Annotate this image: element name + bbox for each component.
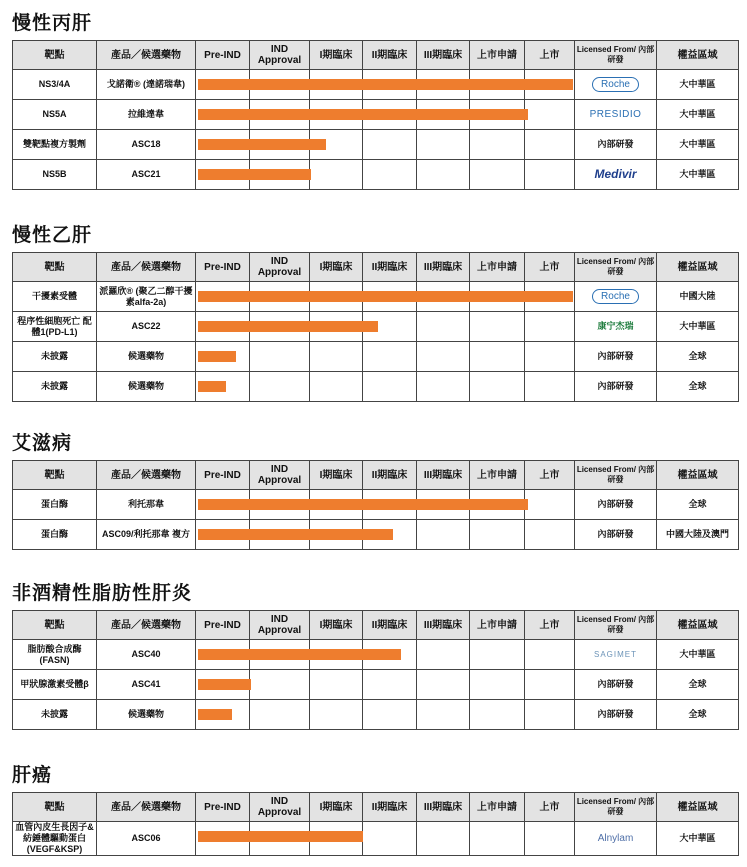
table-row <box>13 640 739 670</box>
licensed-cell <box>575 822 657 856</box>
column-header: II期臨床 <box>363 253 417 282</box>
rights-cell: 全球 <box>657 490 739 520</box>
stage-cell <box>363 822 417 856</box>
stage-cell <box>470 342 525 372</box>
stage-cell <box>363 130 417 160</box>
column-header: I期臨床 <box>310 41 363 70</box>
stage-cell <box>250 372 310 402</box>
target-cell: 甲狀腺激素受體β <box>13 670 97 700</box>
stage-cell <box>525 670 575 700</box>
column-header: III期臨床 <box>417 793 470 822</box>
target-cell: 未披露 <box>13 700 97 730</box>
header-row <box>13 41 739 70</box>
stage-cell <box>310 490 363 520</box>
stage-cell <box>196 100 250 130</box>
stage-cell <box>417 520 470 550</box>
licensed-cell <box>575 312 657 342</box>
stage-cell <box>470 160 525 190</box>
pipeline-table <box>12 792 739 856</box>
stage-cell <box>250 100 310 130</box>
stage-cell <box>417 700 470 730</box>
stage-cell <box>417 160 470 190</box>
column-header: Pre-IND <box>196 41 250 70</box>
rights-cell: 大中華區 <box>657 100 739 130</box>
stage-cell <box>363 70 417 100</box>
licensed-cell: 內部研發 <box>575 700 657 730</box>
stage-cell <box>525 100 575 130</box>
stage-cell <box>363 342 417 372</box>
header-row <box>13 461 739 490</box>
medivir-logo: Medivir <box>594 166 637 181</box>
column-header: 上市 <box>525 611 575 640</box>
stage-cell <box>525 282 575 312</box>
column-header: 靶點 <box>13 611 97 640</box>
column-header: 上市申請 <box>470 793 525 822</box>
progress-bar <box>198 351 236 362</box>
rights-cell: 大中華區 <box>657 130 739 160</box>
table-row <box>13 520 739 550</box>
table-row <box>13 372 739 402</box>
stage-cell <box>196 282 250 312</box>
stage-cell <box>310 312 363 342</box>
target-cell: 血管內皮生長因子& 紡錘體驅動蛋白 (VEGF&KSP) <box>13 822 97 856</box>
column-header: 上市 <box>525 253 575 282</box>
stage-cell <box>470 670 525 700</box>
stage-cell <box>417 670 470 700</box>
stage-cell <box>250 312 310 342</box>
product-cell: ASC22 <box>97 312 196 342</box>
stage-cell <box>525 70 575 100</box>
column-header: 上市申請 <box>470 461 525 490</box>
column-header: 產品／候選藥物 <box>97 253 196 282</box>
column-header: 上市申請 <box>470 611 525 640</box>
stage-cell <box>525 700 575 730</box>
stage-cell <box>525 312 575 342</box>
table-row <box>13 282 739 312</box>
column-header: IND Approval <box>250 611 310 640</box>
stage-cell <box>470 490 525 520</box>
column-header: I期臨床 <box>310 611 363 640</box>
stage-cell <box>250 490 310 520</box>
rights-cell: 大中華區 <box>657 822 739 856</box>
stage-cell <box>470 100 525 130</box>
column-header: 靶點 <box>13 253 97 282</box>
table-row <box>13 70 739 100</box>
table-row <box>13 822 739 856</box>
licensed-cell: 內部研發 <box>575 490 657 520</box>
column-header: I期臨床 <box>310 793 363 822</box>
stage-cell <box>196 700 250 730</box>
licensed-cell <box>575 100 657 130</box>
alphamab-logo: 康宁杰瑞 <box>597 321 634 331</box>
column-header: 產品／候選藥物 <box>97 41 196 70</box>
column-header: 靶點 <box>13 461 97 490</box>
column-header: IND Approval <box>250 41 310 70</box>
rights-cell: 全球 <box>657 372 739 402</box>
section-title: 肝癌 <box>12 764 53 786</box>
stage-cell <box>417 282 470 312</box>
stage-cell <box>196 640 250 670</box>
column-header: II期臨床 <box>363 461 417 490</box>
licensed-cell: 內部研發 <box>575 130 657 160</box>
column-header: II期臨床 <box>363 793 417 822</box>
target-cell: NS5A <box>13 100 97 130</box>
pipeline-table <box>12 610 739 730</box>
stage-cell <box>363 160 417 190</box>
stage-cell <box>310 520 363 550</box>
target-cell: 雙靶點複方製劑 <box>13 130 97 160</box>
stage-cell <box>363 640 417 670</box>
target-cell: 未披露 <box>13 372 97 402</box>
stage-cell <box>310 700 363 730</box>
table-row <box>13 670 739 700</box>
column-header: 權益區域 <box>657 253 739 282</box>
stage-cell <box>525 490 575 520</box>
roche-logo: Roche <box>592 77 639 92</box>
column-header: Pre-IND <box>196 793 250 822</box>
target-cell: 脂肪酸合成酶 (FASN) <box>13 640 97 670</box>
column-header: IND Approval <box>250 793 310 822</box>
product-cell: 派羅欣® (聚乙二醇干擾素alfa-2a) <box>97 282 196 312</box>
stage-cell <box>417 130 470 160</box>
stage-cell <box>250 282 310 312</box>
section-title: 慢性乙肝 <box>12 224 93 246</box>
stage-cell <box>363 312 417 342</box>
stage-cell <box>310 342 363 372</box>
stage-cell <box>525 160 575 190</box>
stage-cell <box>196 670 250 700</box>
stage-cell <box>417 822 470 856</box>
stage-cell <box>250 342 310 372</box>
licensed-cell <box>575 282 657 312</box>
stage-cell <box>196 490 250 520</box>
target-cell: 干擾素受體 <box>13 282 97 312</box>
licensed-cell <box>575 160 657 190</box>
column-header: Pre-IND <box>196 461 250 490</box>
rights-cell: 大中華區 <box>657 312 739 342</box>
progress-bar <box>198 381 226 392</box>
column-header: 上市申請 <box>470 253 525 282</box>
stage-cell <box>470 640 525 670</box>
product-cell: 利托那韋 <box>97 490 196 520</box>
progress-bar <box>198 709 232 720</box>
rights-cell: 全球 <box>657 670 739 700</box>
table-row <box>13 490 739 520</box>
stage-cell <box>417 312 470 342</box>
stage-cell <box>363 520 417 550</box>
stage-cell <box>470 282 525 312</box>
target-cell: 未披露 <box>13 342 97 372</box>
column-header: Licensed From/ 內部研發 <box>575 461 657 490</box>
column-header: 上市 <box>525 41 575 70</box>
roche-logo: Roche <box>592 289 639 304</box>
column-header: 上市申請 <box>470 41 525 70</box>
column-header: III期臨床 <box>417 611 470 640</box>
pipeline-table <box>12 252 739 402</box>
table-row <box>13 100 739 130</box>
sagimet-logo: SAGIMET <box>593 650 637 659</box>
column-header: III期臨床 <box>417 41 470 70</box>
stage-cell <box>363 372 417 402</box>
licensed-cell: 內部研發 <box>575 670 657 700</box>
stage-cell <box>196 520 250 550</box>
column-header: 產品／候選藥物 <box>97 461 196 490</box>
column-header: 上市 <box>525 461 575 490</box>
rights-cell: 全球 <box>657 342 739 372</box>
progress-bar <box>198 679 251 690</box>
stage-cell <box>250 130 310 160</box>
column-header: IND Approval <box>250 461 310 490</box>
stage-cell <box>310 100 363 130</box>
table-row <box>13 130 739 160</box>
stage-cell <box>250 822 310 856</box>
licensed-cell <box>575 640 657 670</box>
table-row <box>13 312 739 342</box>
stage-cell <box>196 822 250 856</box>
licensed-cell: 內部研發 <box>575 372 657 402</box>
column-header: 權益區域 <box>657 41 739 70</box>
section-title: 艾滋病 <box>12 432 73 454</box>
pipeline-table <box>12 40 739 190</box>
section-title: 非酒精性脂肪性肝炎 <box>12 582 193 604</box>
column-header: II期臨床 <box>363 611 417 640</box>
section-title: 慢性丙肝 <box>12 12 93 34</box>
stage-cell <box>417 342 470 372</box>
stage-cell <box>525 342 575 372</box>
stage-cell <box>196 130 250 160</box>
column-header: 權益區域 <box>657 793 739 822</box>
column-header: Licensed From/ 內部研發 <box>575 253 657 282</box>
column-header: III期臨床 <box>417 461 470 490</box>
stage-cell <box>363 282 417 312</box>
table-row <box>13 700 739 730</box>
target-cell: 蛋白酶 <box>13 490 97 520</box>
product-cell: 候選藥物 <box>97 372 196 402</box>
stage-cell <box>525 520 575 550</box>
pipeline-table <box>12 460 739 550</box>
stage-cell <box>310 130 363 160</box>
stage-cell <box>363 700 417 730</box>
rights-cell: 大中華區 <box>657 70 739 100</box>
stage-cell <box>250 160 310 190</box>
stage-cell <box>470 822 525 856</box>
column-header: 權益區域 <box>657 611 739 640</box>
target-cell: NS3/4A <box>13 70 97 100</box>
alnylam-logo: Alnylam <box>597 833 634 844</box>
stage-cell <box>250 640 310 670</box>
product-cell: 候選藥物 <box>97 342 196 372</box>
stage-cell <box>470 520 525 550</box>
product-cell: ASC41 <box>97 670 196 700</box>
rights-cell: 大中華區 <box>657 160 739 190</box>
rights-cell: 大中華區 <box>657 640 739 670</box>
stage-cell <box>417 372 470 402</box>
product-cell: ASC06 <box>97 822 196 856</box>
column-header: 產品／候選藥物 <box>97 793 196 822</box>
stage-cell <box>310 282 363 312</box>
table-row <box>13 160 739 190</box>
column-header: IND Approval <box>250 253 310 282</box>
stage-cell <box>196 160 250 190</box>
stage-cell <box>250 700 310 730</box>
column-header: Licensed From/ 內部研發 <box>575 793 657 822</box>
target-cell: 程序性細胞死亡 配體1(PD-L1) <box>13 312 97 342</box>
product-cell: ASC40 <box>97 640 196 670</box>
column-header: 上市 <box>525 793 575 822</box>
stage-cell <box>470 372 525 402</box>
stage-cell <box>310 822 363 856</box>
licensed-cell: 內部研發 <box>575 342 657 372</box>
stage-cell <box>363 100 417 130</box>
stage-cell <box>525 130 575 160</box>
table-row <box>13 342 739 372</box>
stage-cell <box>363 490 417 520</box>
stage-cell <box>470 70 525 100</box>
product-cell: ASC21 <box>97 160 196 190</box>
rights-cell: 全球 <box>657 700 739 730</box>
stage-cell <box>250 520 310 550</box>
stage-cell <box>196 372 250 402</box>
stage-cell <box>525 372 575 402</box>
rights-cell: 中國大陸及澳門 <box>657 520 739 550</box>
column-header: Licensed From/ 內部研發 <box>575 611 657 640</box>
rights-cell: 中國大陸 <box>657 282 739 312</box>
column-header: 權益區域 <box>657 461 739 490</box>
product-cell: ASC09/利托那韋 複方 <box>97 520 196 550</box>
header-row <box>13 253 739 282</box>
column-header: 靶點 <box>13 793 97 822</box>
stage-cell <box>310 372 363 402</box>
column-header: I期臨床 <box>310 253 363 282</box>
licensed-cell: 內部研發 <box>575 520 657 550</box>
stage-cell <box>417 640 470 670</box>
product-cell: 候選藥物 <box>97 700 196 730</box>
stage-cell <box>525 822 575 856</box>
header-row <box>13 611 739 640</box>
column-header: II期臨床 <box>363 41 417 70</box>
column-header: Pre-IND <box>196 253 250 282</box>
stage-cell <box>310 670 363 700</box>
product-cell: 拉維達韋 <box>97 100 196 130</box>
column-header: 靶點 <box>13 41 97 70</box>
stage-cell <box>417 100 470 130</box>
column-header: 產品／候選藥物 <box>97 611 196 640</box>
stage-cell <box>196 342 250 372</box>
licensed-cell <box>575 70 657 100</box>
stage-cell <box>250 70 310 100</box>
target-cell: 蛋白酶 <box>13 520 97 550</box>
header-row <box>13 793 739 822</box>
stage-cell <box>470 312 525 342</box>
column-header: Licensed From/ 內部研發 <box>575 41 657 70</box>
stage-cell <box>196 70 250 100</box>
stage-cell <box>250 670 310 700</box>
stage-cell <box>363 670 417 700</box>
presidio-logo: PRESIDIO <box>589 109 642 120</box>
column-header: I期臨床 <box>310 461 363 490</box>
stage-cell <box>310 70 363 100</box>
stage-cell <box>196 312 250 342</box>
stage-cell <box>310 160 363 190</box>
stage-cell <box>417 70 470 100</box>
column-header: III期臨床 <box>417 253 470 282</box>
product-cell: 戈諾衛® (達諾瑞韋) <box>97 70 196 100</box>
stage-cell <box>525 640 575 670</box>
stage-cell <box>310 640 363 670</box>
stage-cell <box>470 130 525 160</box>
product-cell: ASC18 <box>97 130 196 160</box>
stage-cell <box>417 490 470 520</box>
stage-cell <box>470 700 525 730</box>
target-cell: NS5B <box>13 160 97 190</box>
column-header: Pre-IND <box>196 611 250 640</box>
